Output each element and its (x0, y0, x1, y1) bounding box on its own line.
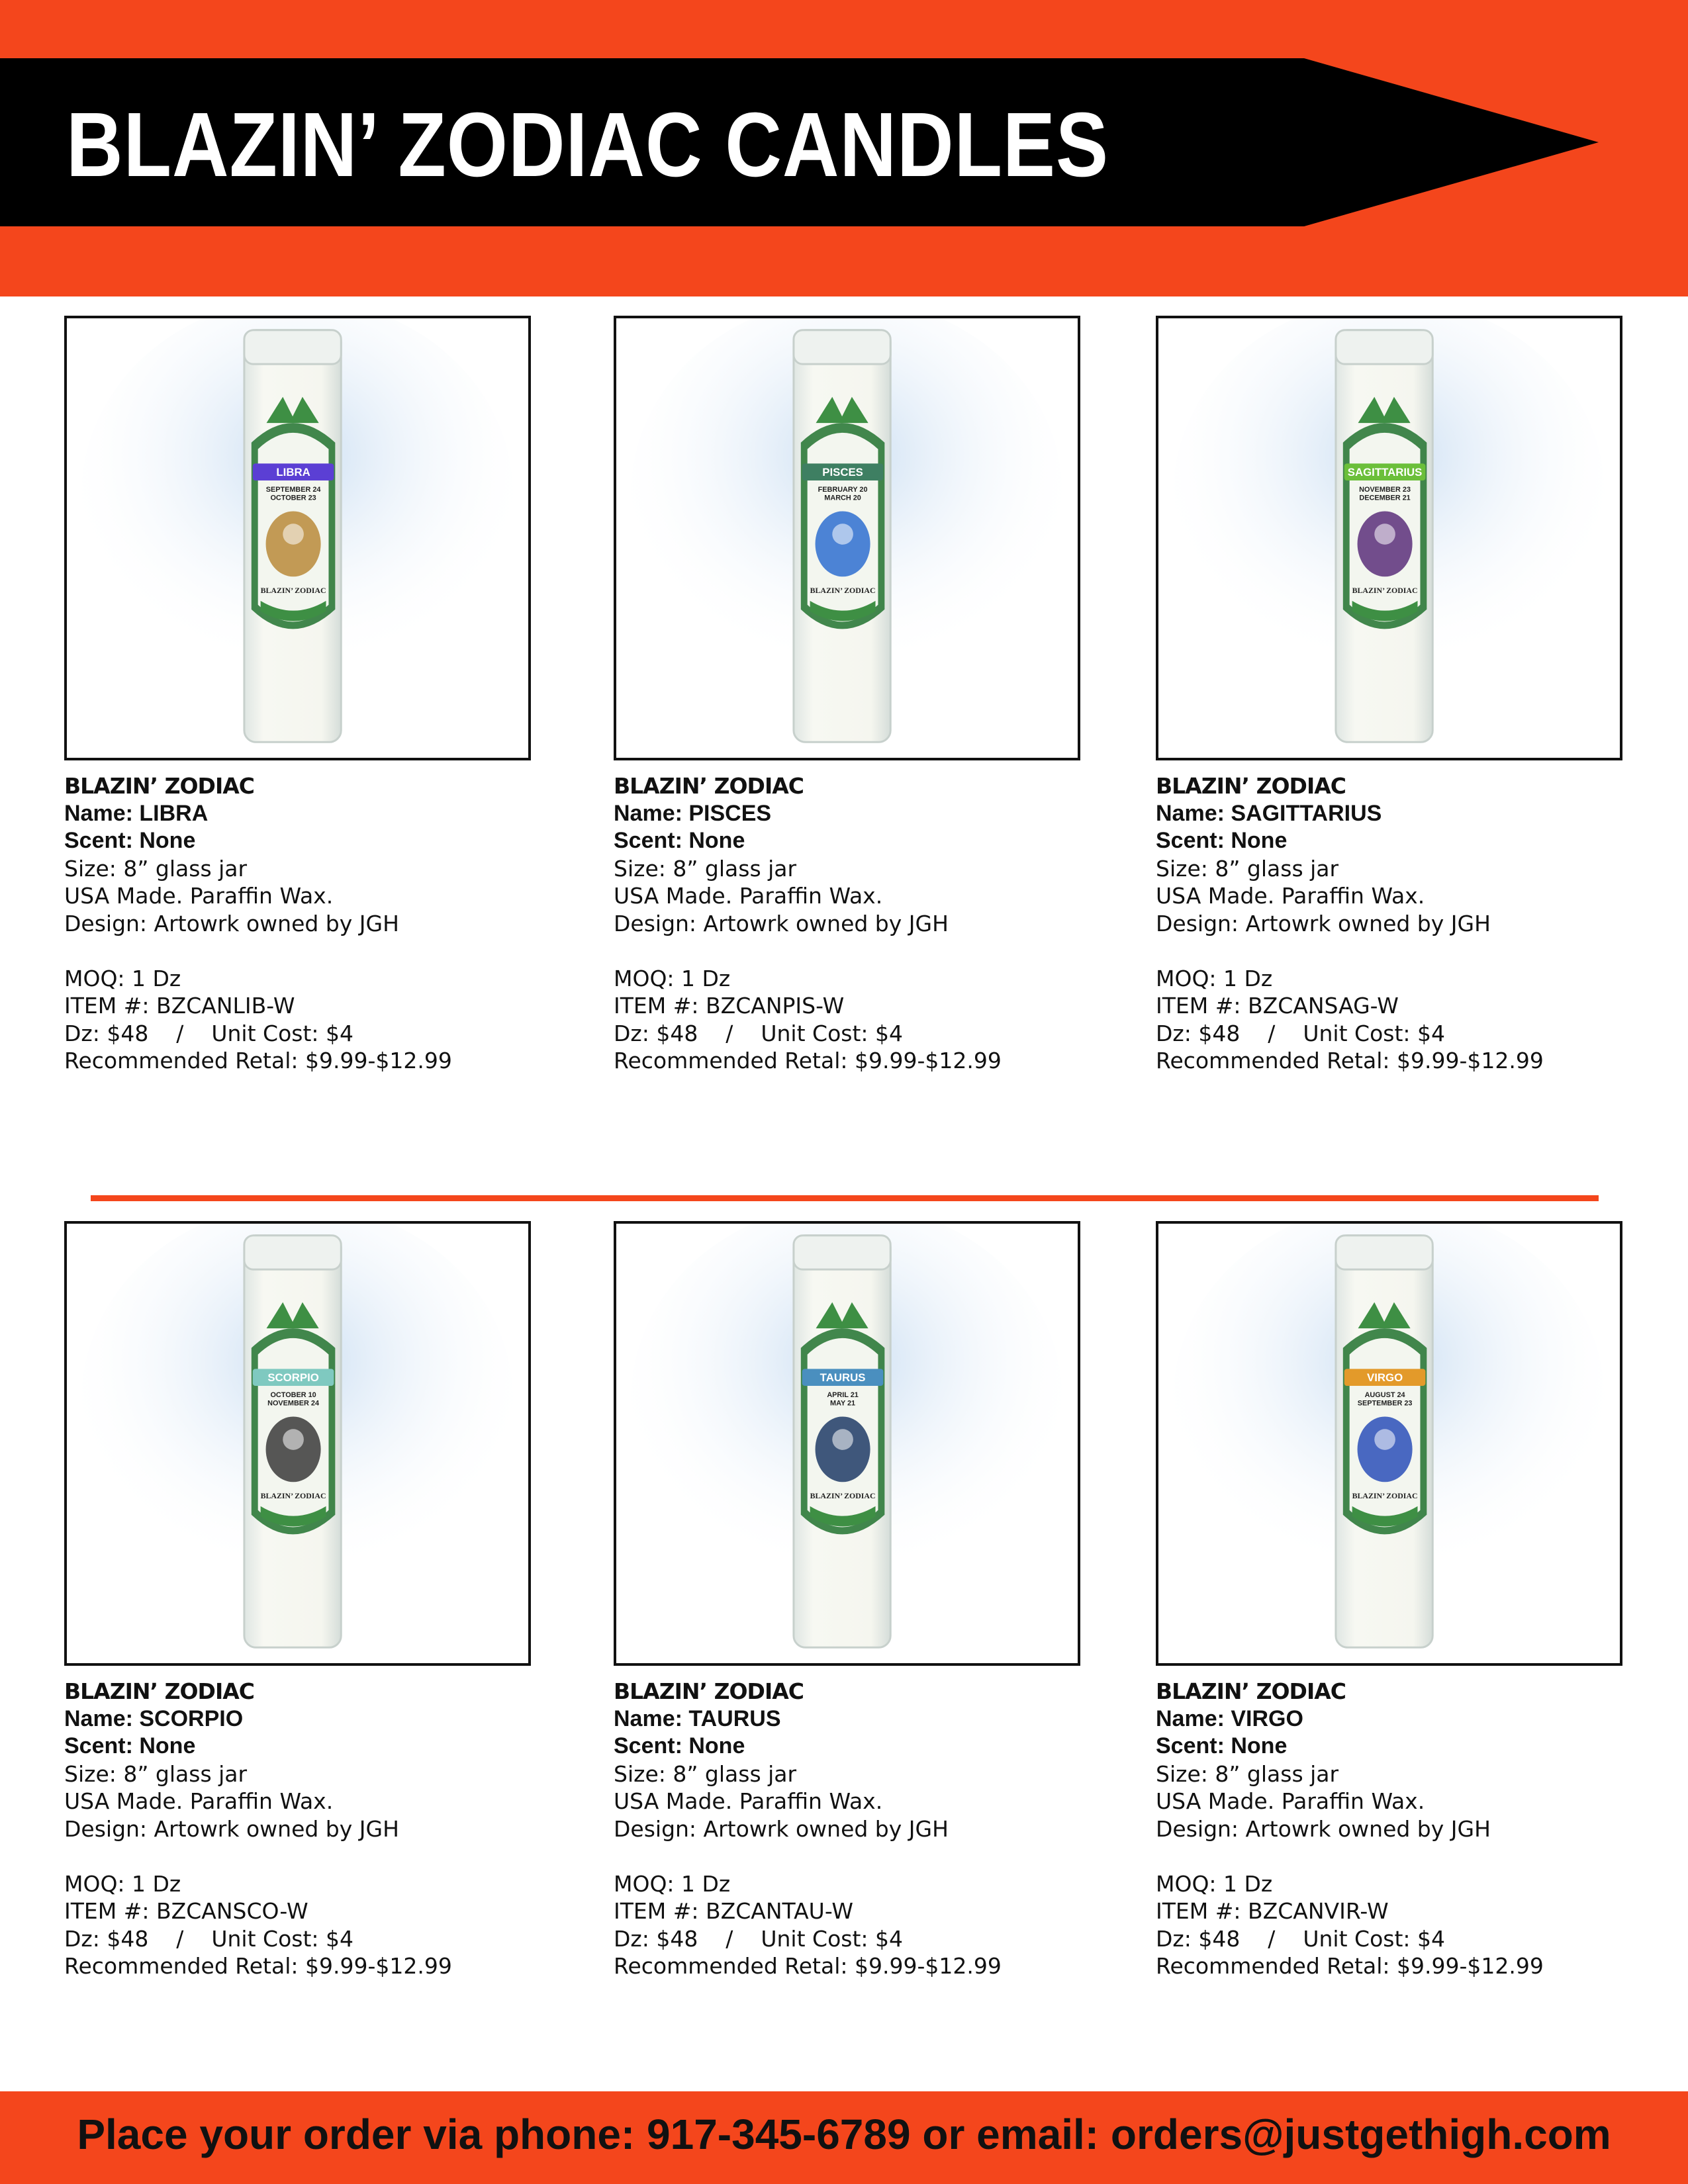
label-brand-text: BLAZIN’ ZODIAC (260, 1491, 326, 1500)
product-photo (1156, 1221, 1622, 1666)
product-details (1156, 772, 1632, 1075)
product-item-number: ITEM #: BZCANTAU-W (614, 1898, 854, 1924)
product-name: Name: TAURUS (614, 1706, 781, 1731)
product-brand: BLAZIN’ ZODIAC (614, 1678, 804, 1704)
product-size: Size: 8” glass jar (64, 1760, 248, 1787)
product-size: Size: 8” glass jar (614, 855, 797, 882)
label-sign-text: TAURUS (820, 1371, 866, 1385)
product-photo (64, 316, 531, 760)
label-brand-text: BLAZIN’ ZODIAC (1352, 1491, 1418, 1500)
label-brand-text: BLAZIN’ ZODIAC (810, 1491, 876, 1500)
label-sign-text: VIRGO (1366, 1371, 1403, 1385)
label-end-date: DECEMBER 21 (1359, 494, 1411, 502)
product-brand: BLAZIN’ ZODIAC (64, 773, 254, 799)
candle-image (67, 318, 528, 758)
product-brand: BLAZIN’ ZODIAC (1156, 773, 1346, 799)
product-origin: USA Made. Paraffin Wax. (1156, 1788, 1425, 1814)
product-origin: USA Made. Paraffin Wax. (614, 883, 883, 909)
order-contact-text: Place your order via phone: 917-345-6789 or email: orders@justgethigh.com (77, 2111, 1611, 2158)
product-item-number: ITEM #: BZCANPIS-W (614, 993, 845, 1019)
product-origin: USA Made. Paraffin Wax. (614, 1788, 883, 1814)
footer-band (0, 2091, 1688, 2184)
product-price: Dz: $48 / Unit Cost: $4 (64, 1925, 353, 1952)
product-origin: USA Made. Paraffin Wax. (64, 1788, 334, 1814)
label-start-date: SEPTEMBER 24 (265, 485, 321, 494)
product-details (64, 772, 541, 1075)
product-item-number: ITEM #: BZCANLIB-W (64, 993, 295, 1019)
product-size: Size: 8” glass jar (64, 855, 248, 882)
product-moq: MOQ: 1 Dz (614, 965, 731, 991)
product-retail: Recommended Retal: $9.99-$12.99 (64, 1048, 452, 1073)
product-name: Name: LIBRA (64, 800, 209, 826)
product-design: Design: Artowrk owned by JGH (1156, 910, 1491, 936)
label-sign-text: SAGITTARIUS (1347, 466, 1423, 479)
product-item-number: ITEM #: BZCANSAG-W (1156, 993, 1399, 1019)
product-photo (64, 1221, 531, 1666)
label-sign-text: SCORPIO (267, 1371, 319, 1385)
product-name: Name: VIRGO (1156, 1706, 1303, 1731)
product-design: Design: Artowrk owned by JGH (614, 1815, 949, 1842)
product-name: Name: SAGITTARIUS (1156, 800, 1382, 826)
product-details (1156, 1678, 1632, 1980)
label-end-date: SEPTEMBER 23 (1357, 1399, 1413, 1408)
product-moq: MOQ: 1 Dz (64, 1870, 181, 1897)
product-design: Design: Artowrk owned by JGH (64, 910, 399, 936)
product-origin: USA Made. Paraffin Wax. (1156, 883, 1425, 909)
label-sign-text: PISCES (822, 466, 863, 479)
product-name: Name: SCORPIO (64, 1706, 244, 1731)
product-retail: Recommended Retal: $9.99-$12.99 (1156, 1048, 1544, 1073)
label-end-date: MAY 21 (830, 1399, 856, 1408)
product-photo (1156, 316, 1622, 760)
candle-image (616, 1224, 1078, 1663)
product-moq: MOQ: 1 Dz (614, 1870, 731, 1897)
label-brand-text: BLAZIN’ ZODIAC (810, 586, 876, 595)
candle-image (1158, 318, 1620, 758)
product-retail: Recommended Retal: $9.99-$12.99 (614, 1953, 1002, 1979)
label-end-date: MARCH 20 (824, 494, 861, 502)
product-size: Size: 8” glass jar (614, 1760, 797, 1787)
product-retail: Recommended Retal: $9.99-$12.99 (64, 1953, 452, 1979)
label-start-date: FEBRUARY 20 (818, 485, 868, 494)
label-end-date: NOVEMBER 24 (267, 1399, 320, 1408)
label-start-date: NOVEMBER 23 (1359, 485, 1411, 494)
product-brand: BLAZIN’ ZODIAC (614, 773, 804, 799)
label-sign-text: LIBRA (276, 466, 310, 479)
label-end-date: OCTOBER 23 (270, 494, 316, 502)
product-price: Dz: $48 / Unit Cost: $4 (64, 1020, 353, 1046)
product-origin: USA Made. Paraffin Wax. (64, 883, 334, 909)
product-price: Dz: $48 / Unit Cost: $4 (614, 1925, 903, 1952)
product-photo (614, 316, 1080, 760)
candle-image (616, 318, 1078, 758)
product-size: Size: 8” glass jar (1156, 1760, 1339, 1787)
label-brand-text: BLAZIN’ ZODIAC (1352, 586, 1418, 595)
product-details (64, 1678, 541, 1980)
candle-image (67, 1224, 528, 1663)
section-divider (91, 1195, 1599, 1201)
product-photo (614, 1221, 1080, 1666)
product-scent: Scent: None (64, 828, 196, 853)
product-scent: Scent: None (1156, 828, 1288, 853)
product-brand: BLAZIN’ ZODIAC (1156, 1678, 1346, 1704)
product-item-number: ITEM #: BZCANVIR-W (1156, 1898, 1389, 1924)
product-price: Dz: $48 / Unit Cost: $4 (1156, 1020, 1445, 1046)
product-moq: MOQ: 1 Dz (1156, 1870, 1273, 1897)
product-name: Name: PISCES (614, 800, 772, 826)
label-start-date: OCTOBER 10 (270, 1390, 316, 1399)
product-scent: Scent: None (1156, 1733, 1288, 1758)
product-size: Size: 8” glass jar (1156, 855, 1339, 882)
label-start-date: AUGUST 24 (1364, 1390, 1405, 1399)
product-price: Dz: $48 / Unit Cost: $4 (1156, 1925, 1445, 1952)
product-retail: Recommended Retal: $9.99-$12.99 (1156, 1953, 1544, 1979)
candle-image (1158, 1224, 1620, 1663)
product-scent: Scent: None (64, 1733, 196, 1758)
product-scent: Scent: None (614, 1733, 745, 1758)
product-brand: BLAZIN’ ZODIAC (64, 1678, 254, 1704)
label-start-date: APRIL 21 (827, 1390, 859, 1399)
product-details (614, 1678, 1090, 1980)
product-moq: MOQ: 1 Dz (64, 965, 181, 991)
product-design: Design: Artowrk owned by JGH (1156, 1815, 1491, 1842)
product-design: Design: Artowrk owned by JGH (64, 1815, 399, 1842)
product-retail: Recommended Retal: $9.99-$12.99 (614, 1048, 1002, 1073)
product-price: Dz: $48 / Unit Cost: $4 (614, 1020, 903, 1046)
product-design: Design: Artowrk owned by JGH (614, 910, 949, 936)
product-moq: MOQ: 1 Dz (1156, 965, 1273, 991)
label-brand-text: BLAZIN’ ZODIAC (260, 586, 326, 595)
page-title: BLAZIN’ ZODIAC CANDLES (66, 94, 1109, 196)
product-details (614, 772, 1090, 1075)
product-scent: Scent: None (614, 828, 745, 853)
product-item-number: ITEM #: BZCANSCO-W (64, 1898, 308, 1924)
